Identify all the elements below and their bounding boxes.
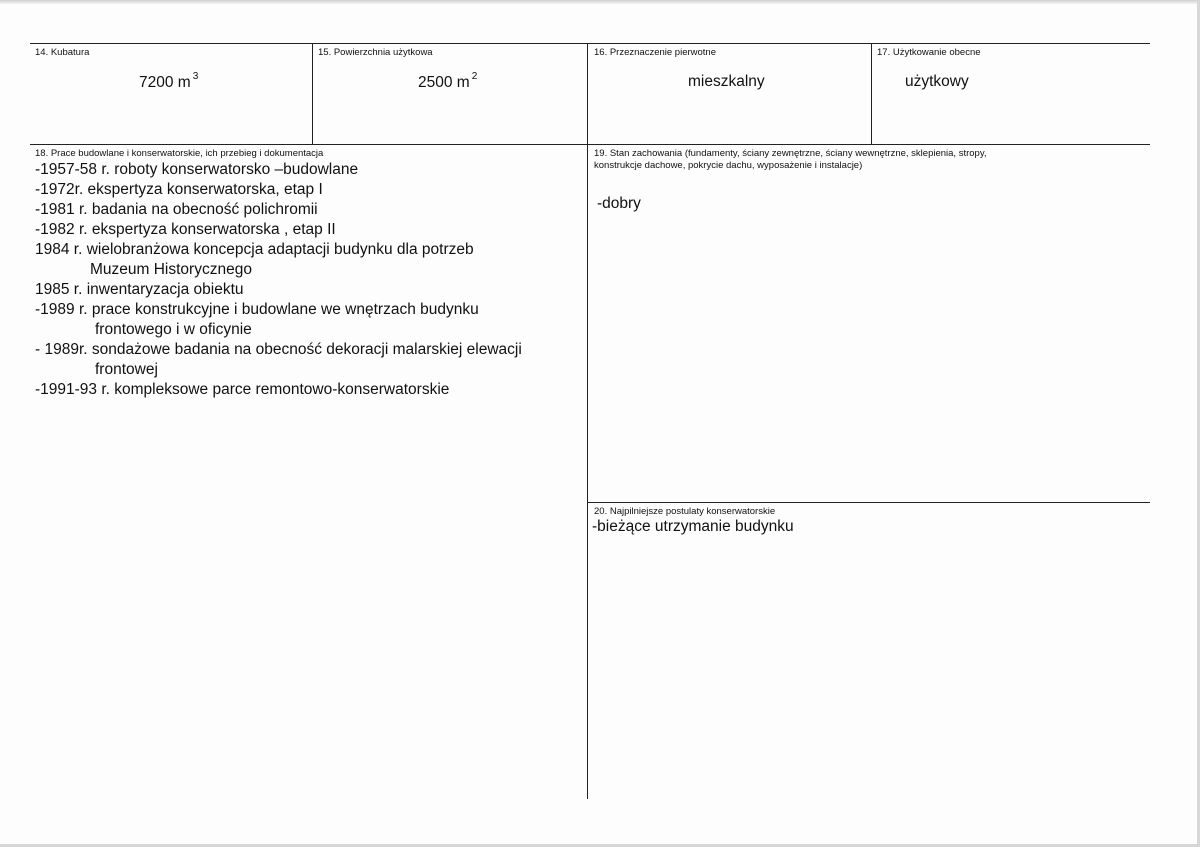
prace-entry-continuation: Muzeum Historycznego xyxy=(90,261,252,278)
scan-edge-top xyxy=(0,0,1200,4)
przeznaczenie-value: mieszkalny xyxy=(688,73,765,90)
prace-entry xyxy=(35,200,585,220)
prace-entry-text: -1982 r. ekspertyza konserwatorska , etap II xyxy=(35,221,336,238)
powierzchnia-number: 2500 m xyxy=(418,74,470,92)
kubatura-number: 7200 m xyxy=(139,74,191,92)
prace-entry xyxy=(35,180,585,200)
prace-entry-text: -1991-93 r. kompleksowe parce remontowo-konserwatorskie xyxy=(35,381,450,398)
prace-entry xyxy=(35,160,585,180)
prace-entry-continuation: frontowego i w oficynie xyxy=(95,321,252,338)
stan-value: -dobry xyxy=(597,195,641,212)
rule-section-20 xyxy=(587,502,1150,503)
kubatura-label: 14. Kubatura xyxy=(35,47,90,58)
prace-list xyxy=(35,160,585,400)
divider-main xyxy=(587,43,588,799)
prace-entry xyxy=(35,300,585,340)
powierzchnia-exponent: 2 xyxy=(471,71,478,82)
prace-entry xyxy=(35,340,585,380)
przeznaczenie-label: 16. Przeznaczenie pierwotne xyxy=(594,47,716,58)
prace-entry-text: -1989 r. prace konstrukcyjne i budowlane we wnętrzach budynku xyxy=(35,301,479,318)
divider-16-17 xyxy=(871,43,872,144)
uzytkowanie-value: użytkowy xyxy=(905,73,969,90)
prace-entry-text: -1972r. ekspertyza konserwatorska, etap I xyxy=(35,181,323,198)
prace-entry-text: -1957-58 r. roboty konserwatorsko –budowlane xyxy=(35,161,359,178)
rule-middle xyxy=(30,144,1150,145)
prace-label: 18. Prace budowlane i konserwatorskie, ich przebieg i dokumentacja xyxy=(35,148,324,159)
prace-entry-text: -1981 r. badania na obecność polichromii xyxy=(35,201,318,218)
prace-entry-text: 1984 r. wielobranżowa koncepcja adaptacji budynku dla potrzeb xyxy=(35,241,474,258)
prace-entry xyxy=(35,380,585,400)
uzytkowanie-label: 17. Użytkowanie obecne xyxy=(877,47,981,58)
powierzchnia-label: 15. Powierzchnia użytkowa xyxy=(318,47,433,58)
prace-entry-text: - 1989r. sondażowe badania na obecność dekoracji malarskiej elewacji xyxy=(35,341,522,358)
divider-14-15 xyxy=(312,43,313,144)
prace-entry xyxy=(35,280,585,300)
prace-entry-text: 1985 r. inwentaryzacja obiektu xyxy=(35,281,244,298)
prace-entry xyxy=(35,240,585,280)
prace-entry xyxy=(35,220,585,240)
postulaty-label: 20. Najpilniejsze postulaty konserwatorskie xyxy=(594,506,776,517)
stan-label-line1: 19. Stan zachowania (fundamenty, ściany zewnętrzne, ściany wewnętrzne, sklepienia, stropy, xyxy=(594,148,987,159)
kubatura-value xyxy=(139,73,198,92)
postulaty-value: -bieżące utrzymanie budynku xyxy=(592,518,794,535)
powierzchnia-value xyxy=(418,73,477,92)
rule-top xyxy=(30,43,1150,44)
kubatura-exponent: 3 xyxy=(192,71,199,82)
stan-label-line2: konstrukcje dachowe, pokrycie dachu, wyposażenie i instalacje) xyxy=(594,160,863,171)
prace-entry-continuation: frontowej xyxy=(95,361,158,378)
